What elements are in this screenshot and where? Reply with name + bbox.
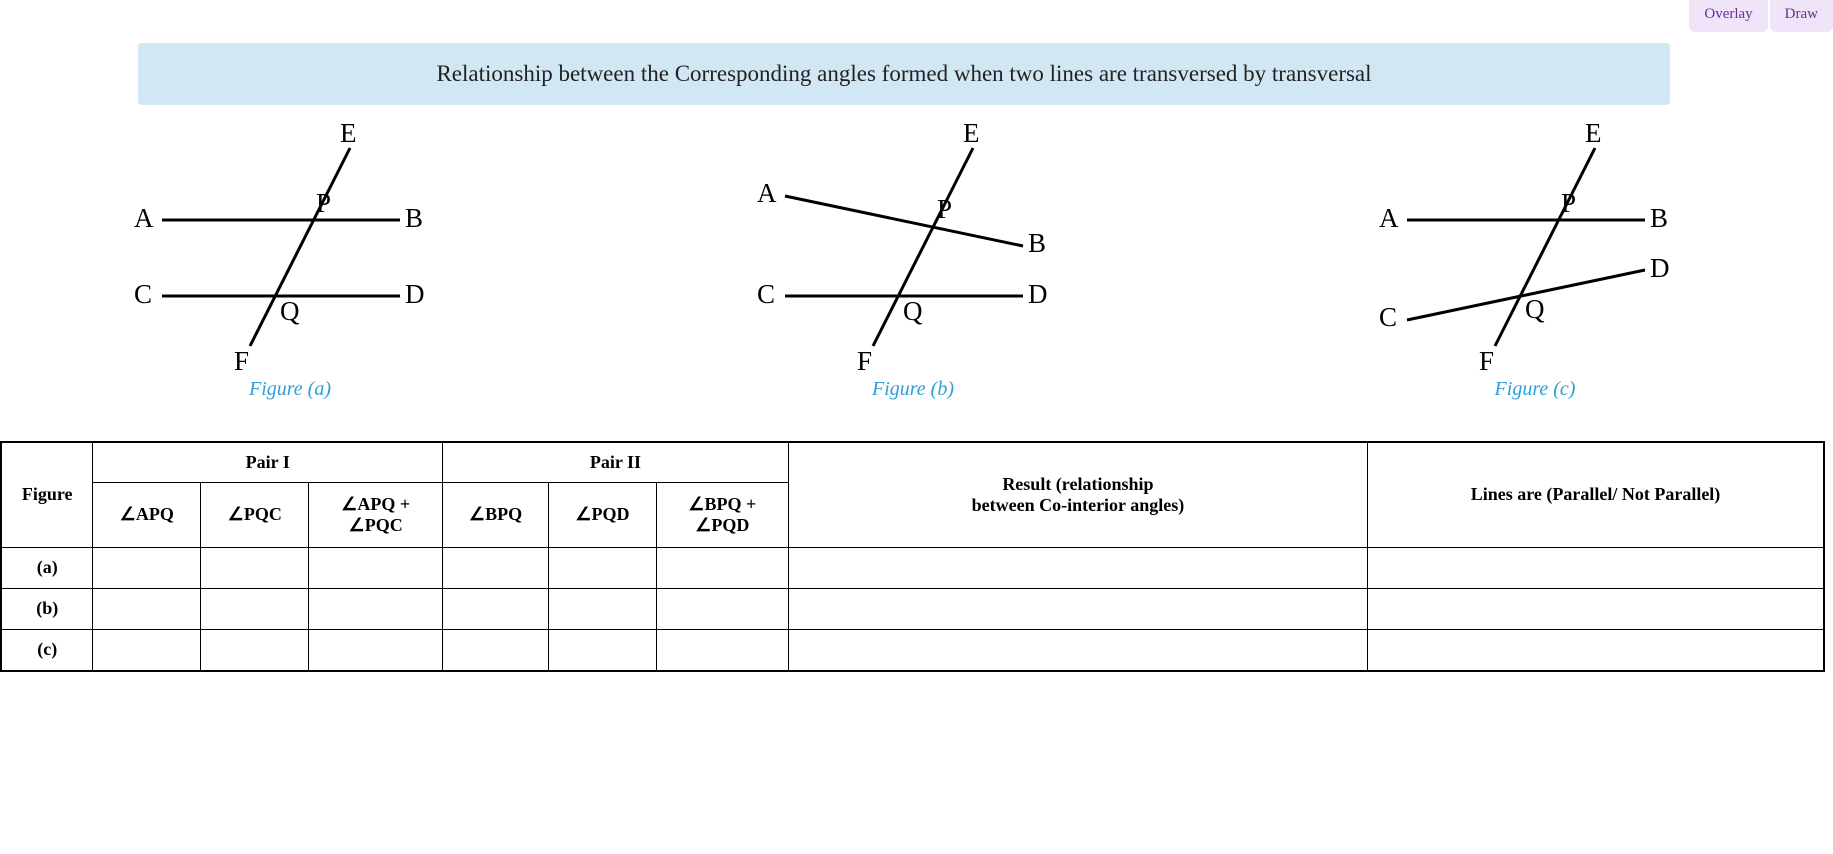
apq-plus-label: ∠APQ + (341, 493, 411, 514)
result-header-line-2: between Co-interior angles) (971, 494, 1185, 515)
result-header (788, 442, 1367, 547)
label-b: B (1650, 203, 1669, 233)
label-d: D (405, 279, 425, 309)
transversal-ef (250, 148, 350, 346)
label-p: P (316, 188, 332, 218)
label-c: C (1379, 302, 1398, 332)
figure-c-caption: Figure (c) (1494, 378, 1576, 400)
label-q: Q (903, 296, 923, 326)
cell-apq-plus-pqc[interactable] (309, 629, 443, 671)
row-label: (b) (1, 588, 93, 629)
label-f: F (857, 346, 873, 376)
label-b: B (405, 203, 424, 233)
label-p: P (937, 194, 953, 224)
overlay-button[interactable]: Overlay (1689, 0, 1767, 32)
line-ab (785, 196, 1023, 246)
pair-1-header: Pair I (93, 442, 443, 482)
figure-b-diagram (733, 112, 1093, 382)
bpq-plus-pqd-header (656, 482, 788, 547)
cell-lines[interactable] (1368, 629, 1824, 671)
angles-table (0, 441, 1825, 672)
cell-apq-plus-pqc[interactable] (309, 588, 443, 629)
apq-plus-pqc-header (309, 482, 443, 547)
cell-pqd[interactable] (549, 588, 657, 629)
cell-result[interactable] (788, 588, 1367, 629)
cell-bpq-plus-pqd[interactable] (656, 629, 788, 671)
cell-apq-plus-pqc[interactable] (309, 547, 443, 588)
table-row (1, 629, 1824, 671)
page-title-banner (138, 43, 1670, 105)
apq-header: ∠APQ (93, 482, 201, 547)
lines-header: Lines are (Parallel/ Not Parallel) (1368, 442, 1824, 547)
pqc-label: ∠PQC (348, 514, 403, 535)
cell-bpq[interactable] (443, 588, 549, 629)
row-label: (a) (1, 547, 93, 588)
figure-a (110, 112, 470, 412)
cell-result[interactable] (788, 547, 1367, 588)
label-f: F (1479, 346, 1495, 376)
cell-bpq[interactable] (443, 547, 549, 588)
label-q: Q (280, 296, 300, 326)
cell-apq[interactable] (93, 547, 201, 588)
label-e: E (1585, 118, 1602, 148)
cell-pqc[interactable] (201, 588, 309, 629)
table-row (1, 547, 1824, 588)
figure-header: Figure (1, 442, 93, 547)
figure-a-diagram (110, 112, 470, 382)
label-q: Q (1525, 294, 1545, 324)
pair-2-header: Pair II (443, 442, 789, 482)
cell-bpq-plus-pqd[interactable] (656, 588, 788, 629)
row-label: (c) (1, 629, 93, 671)
label-b: B (1028, 228, 1047, 258)
cell-pqd[interactable] (549, 629, 657, 671)
top-toolbar (1687, 0, 1833, 32)
pqc-header: ∠PQC (201, 482, 309, 547)
cell-lines[interactable] (1368, 547, 1824, 588)
transversal-ef (873, 148, 973, 346)
figure-c (1355, 112, 1715, 412)
cell-bpq-plus-pqd[interactable] (656, 547, 788, 588)
transversal-ef (1495, 148, 1595, 346)
label-c: C (757, 279, 776, 309)
cell-pqd[interactable] (549, 547, 657, 588)
label-f: F (234, 346, 250, 376)
cell-pqc[interactable] (201, 547, 309, 588)
pqd-label: ∠PQD (695, 514, 750, 535)
label-a: A (757, 178, 777, 208)
bpq-header: ∠BPQ (443, 482, 549, 547)
label-a: A (134, 203, 154, 233)
label-e: E (963, 118, 980, 148)
label-p: P (1561, 188, 1577, 218)
cell-bpq[interactable] (443, 629, 549, 671)
figure-c-diagram (1355, 112, 1715, 382)
cell-lines[interactable] (1368, 588, 1824, 629)
result-header-line-1: Result (relationship (1002, 473, 1154, 494)
page-title: Relationship between the Corresponding angles formed when two lines are transversed by transversal (436, 61, 1372, 86)
cell-apq[interactable] (93, 629, 201, 671)
cell-result[interactable] (788, 629, 1367, 671)
label-c: C (134, 279, 153, 309)
label-d: D (1028, 279, 1048, 309)
cell-apq[interactable] (93, 588, 201, 629)
table-header-row (1, 442, 1824, 482)
label-e: E (340, 118, 357, 148)
table-row (1, 588, 1824, 629)
cell-pqc[interactable] (201, 629, 309, 671)
pqd-header: ∠PQD (549, 482, 657, 547)
label-d: D (1650, 253, 1670, 283)
figure-a-caption: Figure (a) (248, 378, 331, 400)
figure-b (733, 112, 1093, 412)
label-a: A (1379, 203, 1399, 233)
draw-button[interactable]: Draw (1770, 0, 1833, 32)
figure-b-caption: Figure (b) (871, 378, 954, 400)
bpq-plus-label: ∠BPQ + (688, 493, 757, 514)
